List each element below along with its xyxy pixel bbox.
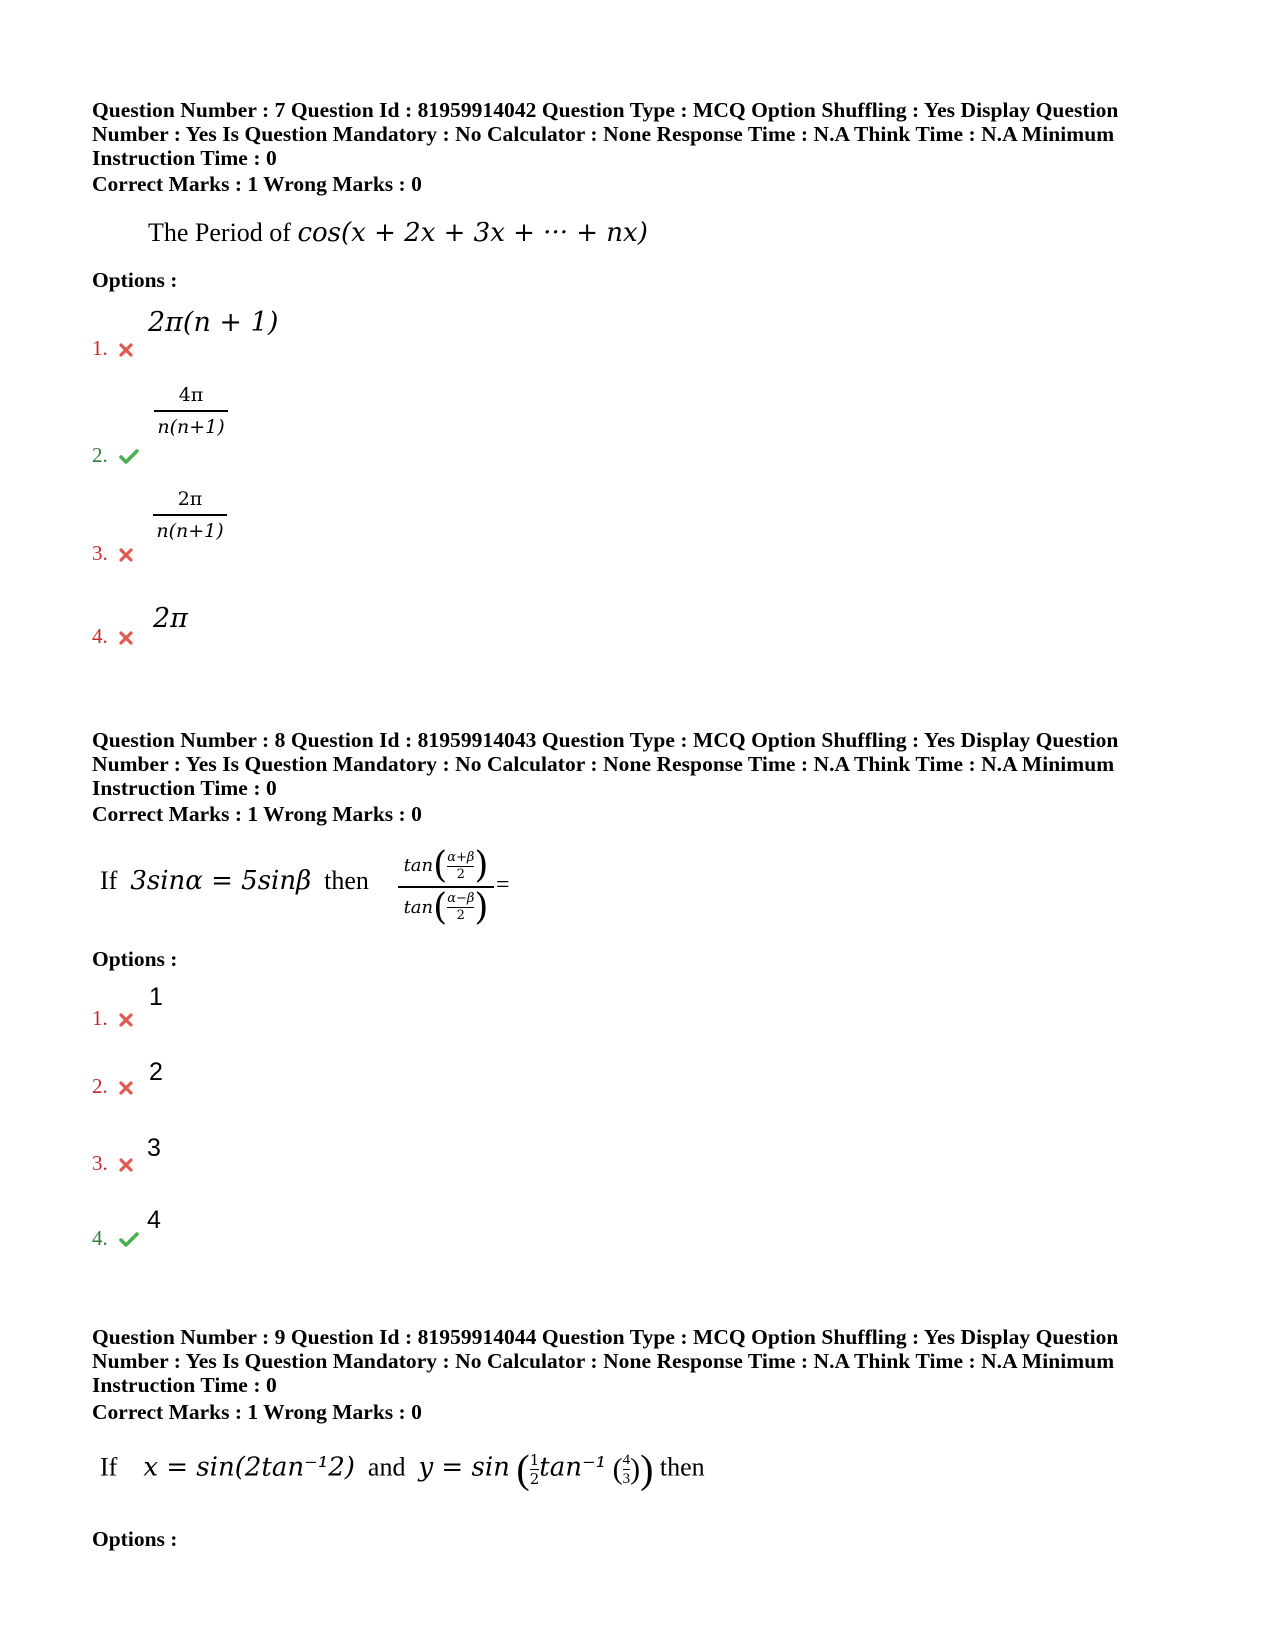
wrong-cross-icon [119, 548, 133, 562]
question-7-option-3-fraction [153, 488, 227, 542]
option-number: 3. [92, 541, 108, 565]
option-number: 4. [92, 624, 108, 648]
wrong-cross-icon [119, 343, 133, 357]
question-7-option-3[interactable] [92, 541, 133, 565]
close-paren: ) [640, 1446, 654, 1492]
question-9-meta: Question Number : 9 Question Id : 81959914044 Question Type : MCQ Option Shuffling : Yes Display Question Number : Yes Is Question Mandatory : No Calculator : None Response Time : N.A Think Time : N.A Minimum Instruction Time : 0 [92, 1325, 1119, 1397]
open-paren: ( [516, 1446, 530, 1492]
question-7-text [148, 218, 648, 248]
wrong-cross-icon [119, 1013, 133, 1027]
question-9-marks: Correct Marks : 1 Wrong Marks : 0 [92, 1400, 422, 1424]
ratio-numerator: 4 [622, 1452, 631, 1468]
half-denominator: 2 [529, 1470, 540, 1488]
half-numerator: 1 [529, 1451, 540, 1469]
question-7-options-label: Options : [92, 268, 178, 292]
tan-function: tan [403, 855, 434, 876]
question-7-option-2-fraction [154, 384, 228, 438]
option-number: 1. [92, 1006, 108, 1030]
option-number: 1. [92, 336, 108, 360]
question-7-option-4[interactable] [92, 624, 133, 648]
question-8-lhs: 3sinα = 5sinβ [130, 866, 312, 896]
question-8-option-2-value: 2 [149, 1058, 163, 1086]
option-number: 2. [92, 1074, 108, 1098]
option-number: 2. [92, 443, 108, 467]
question-8-option-2[interactable] [92, 1074, 133, 1098]
ratio-fraction [623, 1452, 631, 1487]
question-7-marks: Correct Marks : 1 Wrong Marks : 0 [92, 172, 422, 196]
fraction-bar [154, 410, 228, 412]
half-angle-denominator: 2 [456, 866, 465, 882]
question-8-then: then [324, 866, 369, 895]
question-9-if: If [100, 1452, 118, 1482]
fraction-numerator: 4π [178, 384, 204, 406]
inner-open-paren: ( [612, 1452, 623, 1486]
tan-ratio-denominator: $\tan(\frac{\alpha-\beta}{2})$ [403, 886, 489, 928]
half-angle-numerator: α+β [447, 849, 475, 865]
question-7-meta: Question Number : 7 Question Id : 81959914042 Question Type : MCQ Option Shuffling : Yes Display Question Number : Yes Is Question Mandatory : No Calculator : None Response Time : N.A Think Time : N.A Minimum Instruction Time : 0 [92, 98, 1119, 170]
question-9-text [100, 1446, 705, 1492]
question-7-option-1[interactable] [92, 336, 133, 360]
tan-ratio-numerator: $\tan(\frac{\alpha+\beta}{2})$ [403, 845, 489, 886]
question-8-option-4[interactable] [92, 1226, 139, 1250]
question-7-option-4-value: 2π [153, 603, 188, 634]
half-fraction [530, 1452, 540, 1487]
half-angle-fraction [447, 851, 474, 882]
question-8-option-3[interactable] [92, 1151, 133, 1175]
question-9-x-expression: x = sin(2tan⁻¹2) [143, 1452, 355, 1483]
question-8-option-4-value: 4 [147, 1206, 161, 1234]
correct-check-icon [119, 449, 139, 465]
fraction-denominator: n(n+1) [157, 415, 225, 438]
tan-function: tan [403, 896, 434, 918]
question-7-expression: cos(x + 2x + 3x + ··· + nx) [297, 218, 648, 248]
wrong-cross-icon [119, 1081, 133, 1095]
question-9-then: then [659, 1452, 705, 1482]
question-7-option-1-value: 2π(n + 1) [148, 307, 279, 338]
question-8-meta: Question Number : 8 Question Id : 81959914043 Question Type : MCQ Option Shuffling : Yes Display Question Number : Yes Is Question Mandatory : No Calculator : None Response Time : N.A Think Time : N.A Minimum Instruction Time : 0 [92, 728, 1119, 800]
question-7-prefix: The Period of [148, 218, 291, 247]
wrong-cross-icon [119, 1158, 133, 1172]
option-number: 3. [92, 1151, 108, 1175]
question-9-inverse-tan: tan⁻¹ [539, 1452, 607, 1483]
inner-close-paren: ) [630, 1452, 641, 1486]
half-angle-denominator: 2 [456, 908, 465, 923]
question-9-options-label: Options : [92, 1527, 178, 1551]
question-8-option-1[interactable] [92, 1006, 133, 1030]
question-8-option-1-value: 1 [149, 983, 163, 1011]
question-9-y-prefix: y = sin [418, 1452, 510, 1483]
wrong-cross-icon [119, 631, 133, 645]
option-number: 4. [92, 1226, 108, 1250]
question-8-options-label: Options : [92, 947, 178, 971]
ratio-denominator: 3 [622, 1471, 631, 1487]
question-8-equals: = [496, 872, 510, 898]
question-9-and: and [367, 1452, 406, 1482]
correct-check-icon [119, 1232, 139, 1248]
question-7-option-2[interactable] [92, 443, 139, 467]
question-8-option-3-value: 3 [147, 1134, 161, 1162]
fraction-denominator: n(n+1) [156, 519, 224, 542]
half-angle-fraction [447, 892, 474, 923]
question-8-marks: Correct Marks : 1 Wrong Marks : 0 [92, 802, 422, 826]
question-8-tan-ratio [398, 845, 494, 928]
question-8-if: If [100, 866, 118, 895]
question-8-text [100, 866, 369, 896]
fraction-bar [153, 514, 227, 516]
fraction-numerator: 2π [177, 488, 203, 510]
half-angle-numerator: α−β [447, 891, 475, 906]
